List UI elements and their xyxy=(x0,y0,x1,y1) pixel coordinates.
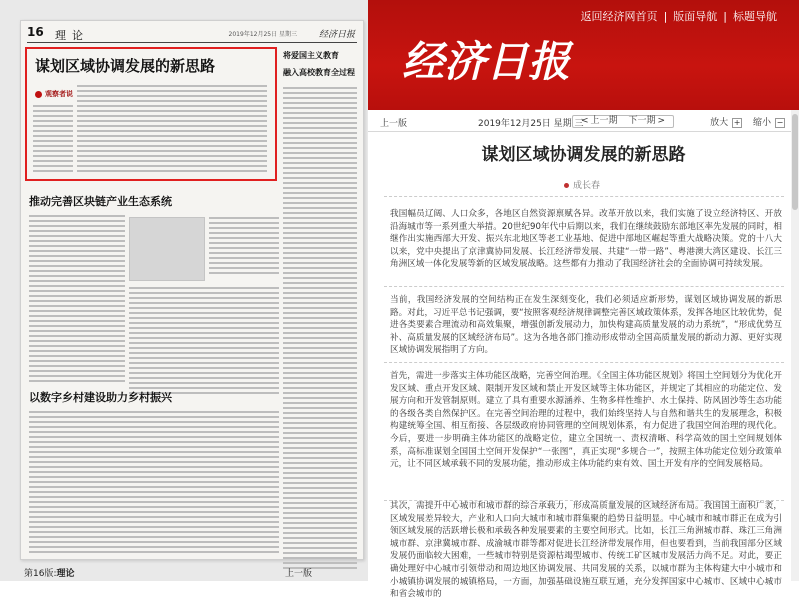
side-title-line: 将爱国主义教育 xyxy=(283,51,339,60)
page-footer xyxy=(0,562,368,581)
issue-date: 2019年12月25日 星期 三 xyxy=(478,119,584,129)
page-section: 理论 xyxy=(55,29,89,42)
article-author: 成长春 xyxy=(564,178,600,191)
page-header xyxy=(27,27,357,43)
prev-edition-link[interactable]: 上一版 xyxy=(380,119,408,129)
newspaper-logo xyxy=(398,30,571,90)
page-brand: 经济日报 xyxy=(318,30,355,40)
divider xyxy=(384,196,784,197)
thumb-text-block xyxy=(209,217,279,277)
thumb-third-title[interactable]: 以数字乡村建设助力乡村振兴 xyxy=(29,391,172,404)
zoom-in-button[interactable]: 放大 + xyxy=(710,117,741,128)
article-paragraph: 其次，需提升中心城市和城市群的综合承载力，形成高质量发展的区域经济布局。我国国土面积广袤，区域发展差异较大，产业和人口向大城市和城市群集聚的趋势日益明显。中心城市和城市群正在成为引领区域发展的活跃增长极和承载各种发展要素的主要空间形式。比如，长江三角洲城市群、珠江三角洲城市群、京津冀城市群、成渝城市群等都对促进长江经济带发展作用，但也要看到，当前我国部分区域发展仍面临较大困难，一些城市特别是资源枯竭型城市、传统工矿区城市发展活力尚不足。对此，要正确处理好中心城市引领带动和周边地区协调发展、共同发展的关系，以城市群为主体构建大中小城市和小城镇协调发展的城镇格局，一方面，加强基础设施互联互通，充分发挥国家中心城市、区域中心城市和省会城市的 xyxy=(390,501,782,600)
divider xyxy=(384,286,784,287)
next-issue-link[interactable]: 下一期 > xyxy=(628,116,665,126)
minus-icon: − xyxy=(776,117,784,127)
zoom-out-button[interactable]: 缩小 − xyxy=(752,117,784,128)
scroll-thumb[interactable] xyxy=(792,114,798,210)
observer-logo-icon xyxy=(35,91,42,98)
current-page-label: 第16版:理论 xyxy=(24,569,75,579)
side-title-line: 融入高校教育全过程 xyxy=(283,68,355,77)
side-article[interactable] xyxy=(283,47,361,572)
thumb-main-title: 谋划区域协调发展的新思路 xyxy=(35,57,216,75)
article-reader xyxy=(368,110,799,600)
logo-calligraphy xyxy=(398,30,571,90)
thumb-text-block xyxy=(283,87,357,569)
reader-scrollbar[interactable] xyxy=(791,110,799,581)
page-nav-link[interactable]: 版面导航 xyxy=(673,10,718,23)
article-title: 谋划区域协调发展的新思路 xyxy=(481,145,686,165)
logo-text: 经济日报 xyxy=(402,37,571,86)
separator: | xyxy=(663,10,668,23)
observer-tag xyxy=(35,89,73,99)
thumb-text-block xyxy=(29,215,125,385)
page-date: 2019年12月25日 星期三 xyxy=(228,31,297,38)
page-number: 16 xyxy=(27,25,44,39)
newspaper-page-thumbnail[interactable] xyxy=(20,20,364,560)
thumb-text-block xyxy=(77,85,267,175)
thumb-second-title[interactable]: 推动完善区块链产业生态系统 xyxy=(29,195,172,208)
selected-article-hotspot[interactable] xyxy=(25,47,277,181)
article-paragraph: 当前，我国经济发展的空间结构正在发生深刻变化，我们必须适应新形势，谋划区域协调发展的新思路。对此，习近平总书记强调，要“按照客观经济规律调整完善区域政策体系，发挥各地区比较优势，促进各类要素合理流动和高效集聚，增强创新发展动力，加快构建高质量发展的动力系统”，“形成优势互补、高质量发展的区域经济布局”。这为各地各部门推动形成带动全国高质量发展的新动力源、更好实现区域协调发展指明了方向。 xyxy=(390,295,782,356)
article-paragraph: 我国幅员辽阔、人口众多，各地区自然资源禀赋各异。改革开放以来，我们实施了设立经济特区、开放沿海城市等一系列重大举措。20世纪90年代中后期以来，我们在继续鼓励东部地区率先发展的同时，相继作出实施西部大开发、振兴东北地区等老工业基地、促进中部地区崛起等重大战略决策。党的十八大以来，党中央提出了京津冀协同发展、长江经济带发展、共建“一带一路”、粤港澳大湾区建设、长江三角洲区域一体化发展等新的区域发展战略。这些都有力推动了我国经济社会的全面协调可持续发展。 xyxy=(390,209,782,270)
zoom-controls xyxy=(702,115,785,128)
title-nav-link[interactable]: 标题导航 xyxy=(733,10,777,23)
prev-page-footer-link[interactable]: 上一版 xyxy=(284,569,312,579)
banner-links xyxy=(575,8,777,24)
divider xyxy=(384,362,784,363)
thumb-text-block xyxy=(29,411,279,556)
current-section: 理论 xyxy=(56,569,75,579)
prev-issue-link[interactable]: < 上一期 xyxy=(581,116,618,126)
separator: | xyxy=(723,10,727,23)
reader-toolbar xyxy=(368,110,799,132)
article-paragraph: 首先，需进一步落实主体功能区战略，完善空间治理。《全国主体功能区规划》将国土空间划分为优化开发区域、重点开发区域、限制开发区域和禁止开发区域等主体功能区，并规定了其相应的功能定位、发展方向和开发管制原则。建立了具有重要水源涵养、生物多样性维护、水土保持、防风固沙等生态功能的各级各类自然保护区。在完善空间治理的过程中，我们始终坚持人与自然和谐共生的发展理念，积极构建统筹全国、相互衔接、各层级政府协同管理的空间规划体系，有力促进了我国空间治理的现代化。今后，要进一步明确主体功能区的战略定位，建立全国统一、责权清晰、科学高效的国土空间规划体系，高标准谋划全国国土空间开发保护“一张图”，真正实现“多规合一”，按照主体功能定位划分政策单元，让不同区域承载不同的发展功能，推动形成主体功能约束有效、国土开发有序的空间发展格局。 xyxy=(390,371,782,470)
plus-icon: + xyxy=(733,117,741,127)
author-bullet-icon xyxy=(564,183,569,188)
thumb-image xyxy=(129,217,205,281)
issue-nav xyxy=(572,115,674,128)
thumb-text-block xyxy=(33,105,73,175)
home-link[interactable]: 返回经济网首页 xyxy=(580,10,658,23)
thumb-text-block xyxy=(129,287,279,397)
observer-tag-label: 观察者说 xyxy=(45,90,73,98)
page-panel xyxy=(0,0,368,581)
